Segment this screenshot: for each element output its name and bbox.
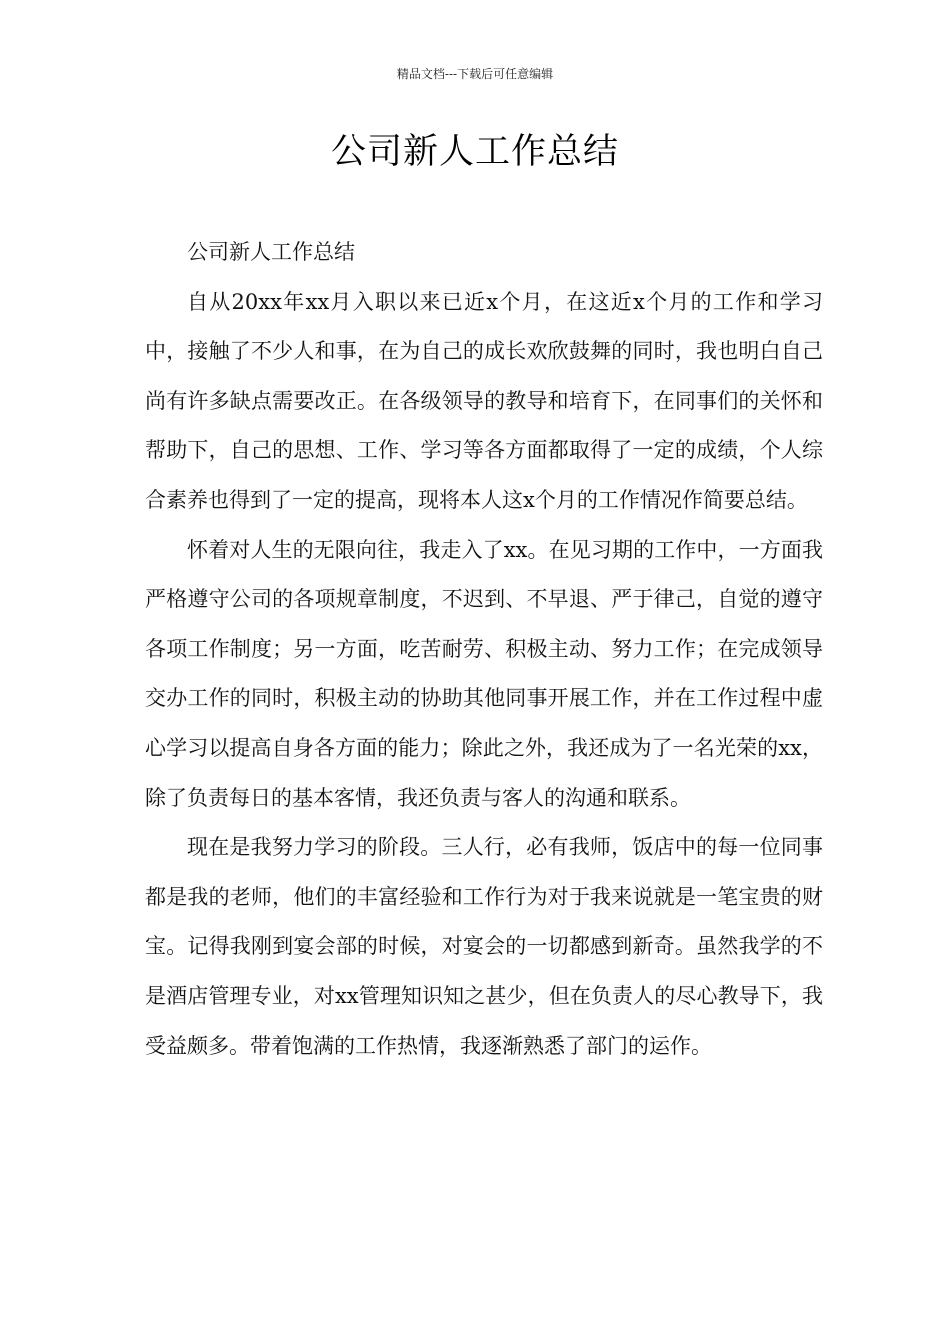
body-paragraph-1: 公司新人工作总结 — [187, 240, 355, 264]
header-note: 精品文档---下载后可任意编辑 — [396, 67, 554, 81]
body-paragraph-2: 自从20xx年xx月入职以来已近x个月，在这近x个月的工作和学习中，接触了不少人和事，在为自己的成长欢欣鼓舞的同时，我也明白自己尚有许多缺点需要改正。在各级领导的教导和培育下，在同事们的关怀和帮助下，自己的思想、工作、学习等各方面都取得了一定的成绩，个人综合素养也得到了一定的提高，现将本人这x个月的工作情况作简要总结。 — [145, 289, 823, 512]
document-title: 公司新人工作总结 — [330, 132, 619, 172]
body-paragraph-3: 怀着对人生的无限向往，我走入了xx。在见习期的工作中，一方面我严格遵守公司的各项规章制度，不迟到、不早退、严于律己，自觉的遵守各项工作制度；另一方面，吃苦耐劳、积极主动、努力工作；在完成领导交办工作的同时，积极主动的协助其他同事开展工作，并在工作过程中虚心学习以提高自身各方面的能力；除此之外，我还成为了一名光荣的xx，除了负责每日的基本客情，我还负责与客人的沟通和联系。 — [145, 537, 823, 810]
body-paragraph-4: 现在是我努力学习的阶段。三人行，必有我师，饭店中的每一位同事都是我的老师，他们的丰富经验和工作行为对于我来说就是一笔宝贵的财宝。记得我刚到宴会部的时候，对宴会的一切都感到新奇。虽然我学的不是酒店管理专业，对xx管理知识知之甚少，但在负责人的尽心教导下，我受益颇多。带着饱满的工作热情，我逐渐熟悉了部门的运作。 — [145, 835, 823, 1058]
document-body — [145, 228, 823, 1071]
